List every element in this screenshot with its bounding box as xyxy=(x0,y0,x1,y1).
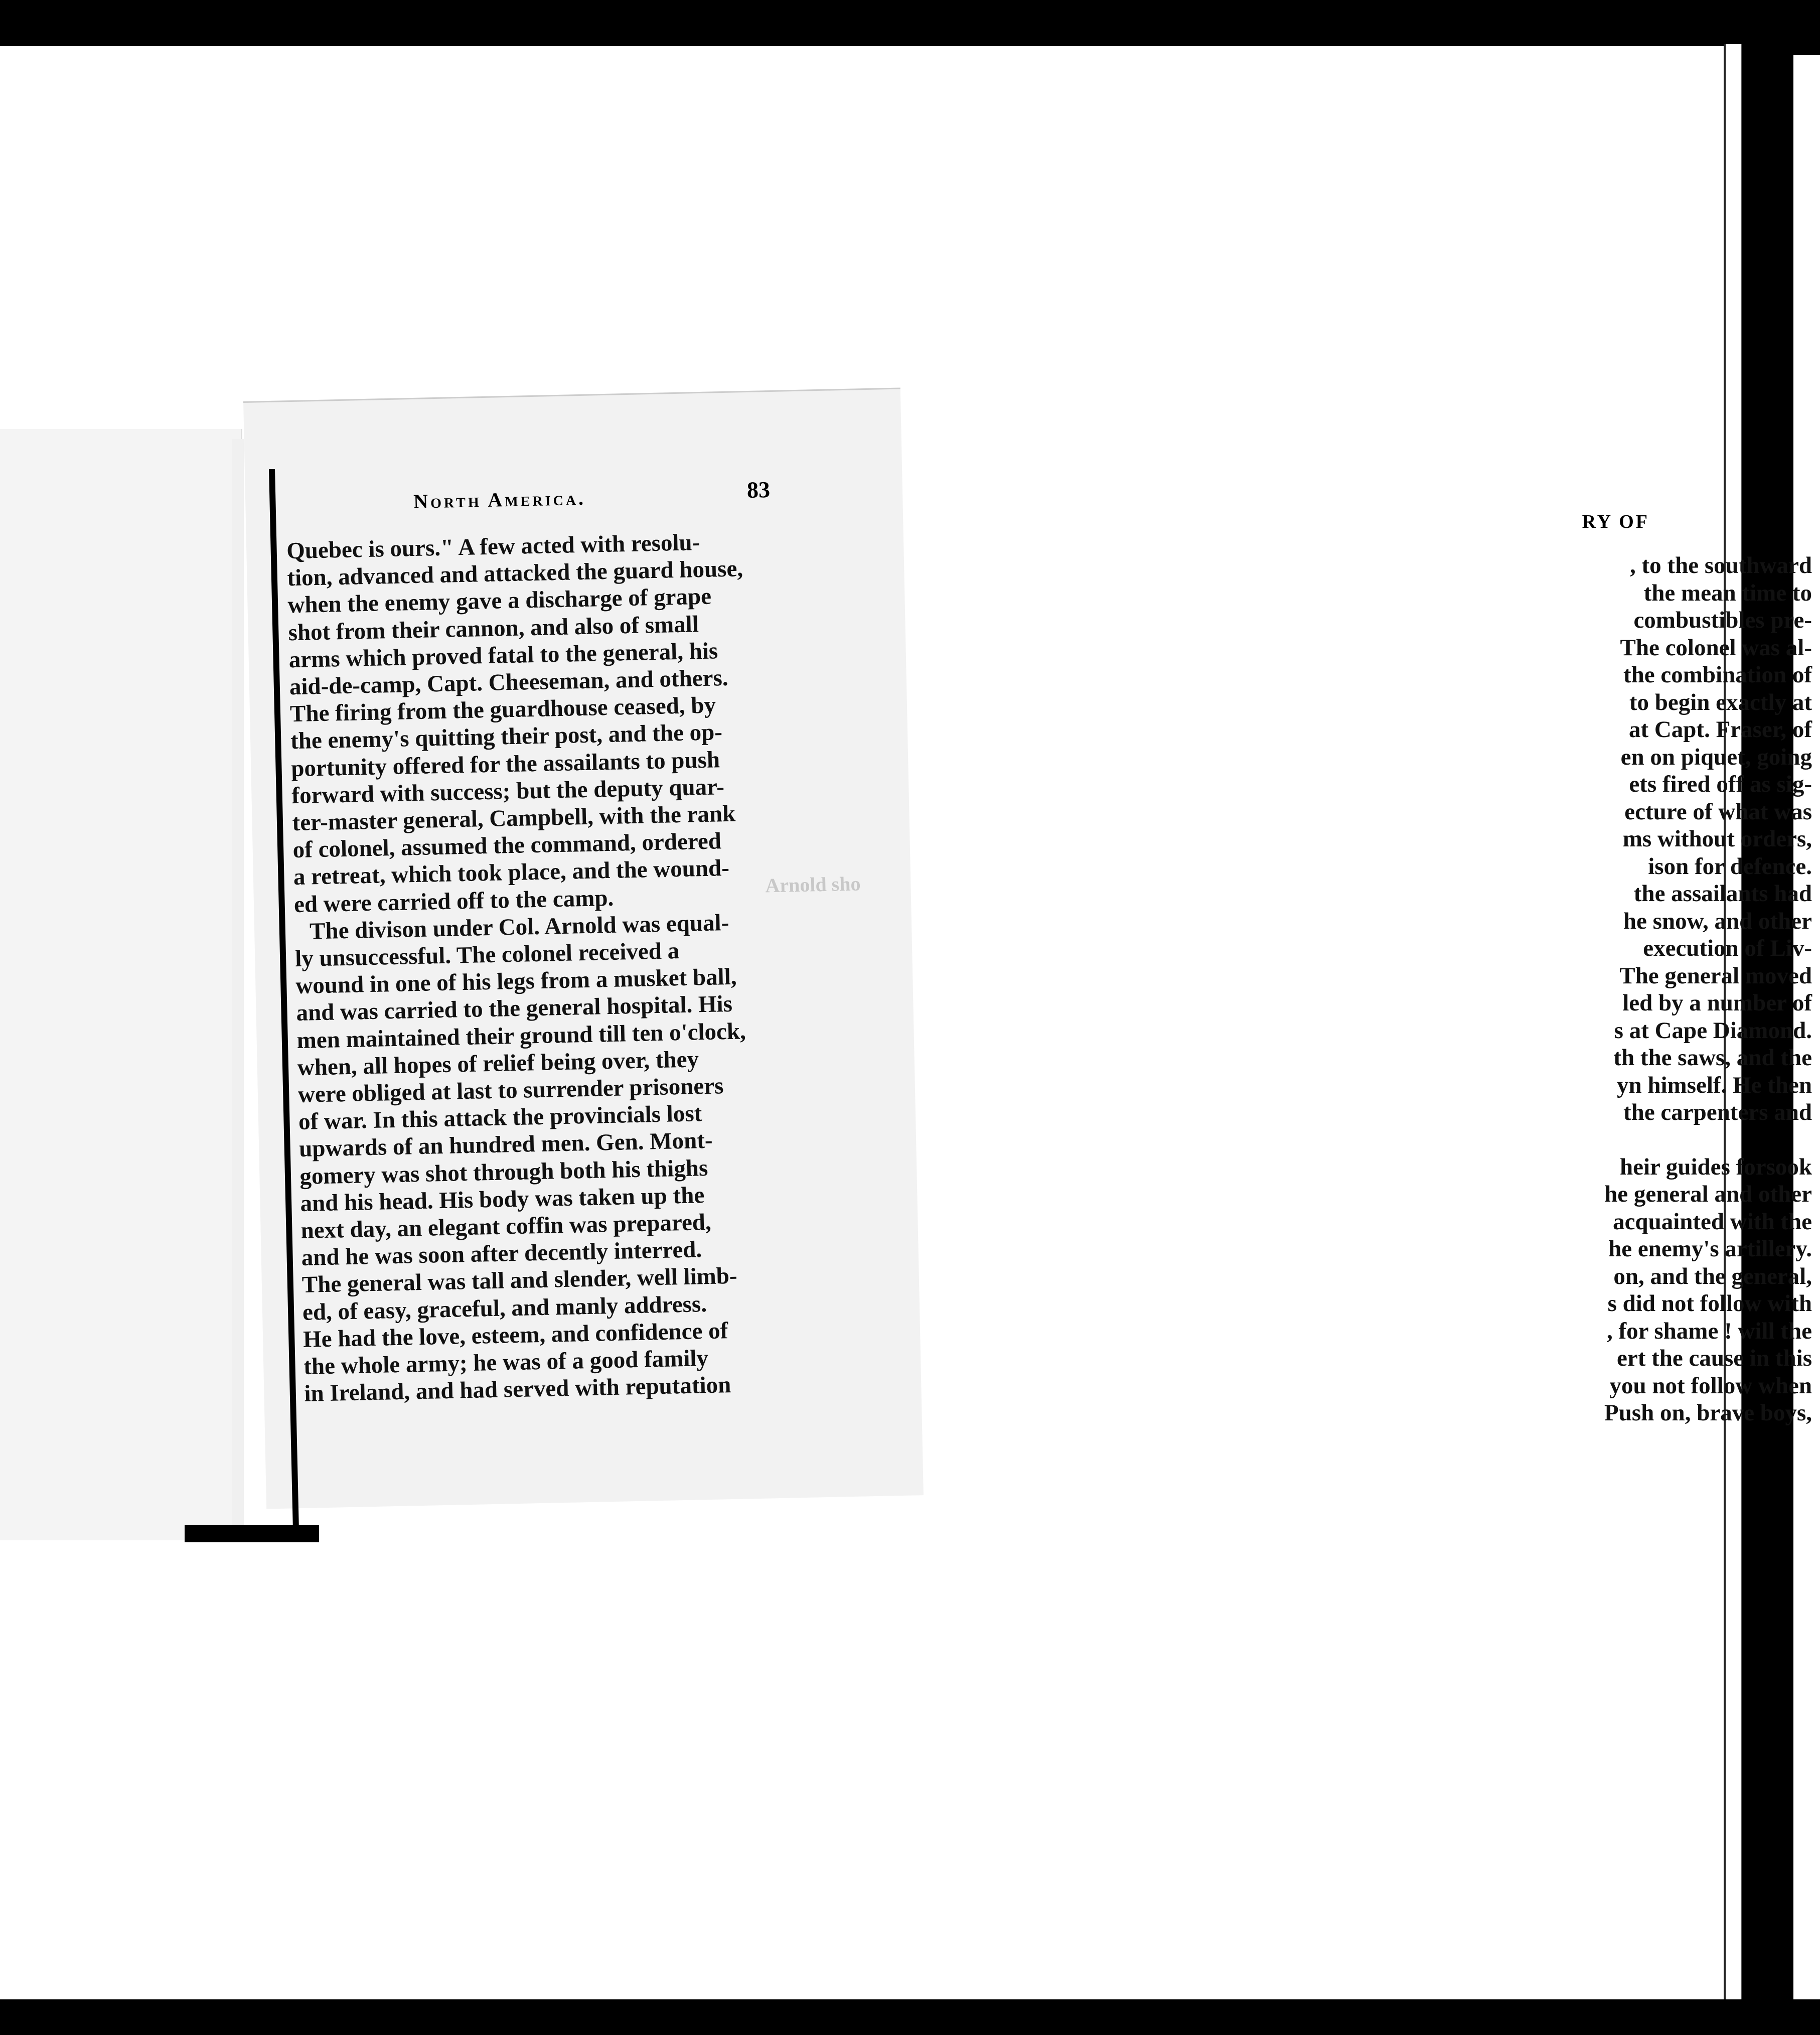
text-line: the assailants had xyxy=(1633,881,1812,907)
film-border-bottom xyxy=(0,1999,1820,2035)
spine-bar xyxy=(185,1525,319,1542)
text-line: arms which proved fatal to the general, his xyxy=(288,638,718,673)
text-line: en on piquet, going xyxy=(1620,744,1812,770)
text-line: the enemy's quitting their post, and the op- xyxy=(290,719,723,755)
text-line: led by a number of xyxy=(1622,990,1812,1016)
text-line: The firing from the guardhouse ceased, by xyxy=(289,692,716,728)
text-line: a retreat, which took place, and the wound- xyxy=(293,855,730,891)
text-line: of war. In this attack the provincials lost xyxy=(298,1100,702,1135)
show-through-text: Arnold sho xyxy=(765,872,861,897)
text-line: in Ireland, and had served with reputation xyxy=(304,1372,731,1407)
text-line: , for shame ! will the xyxy=(1606,1318,1812,1344)
text-line: the carpenters and xyxy=(1623,1099,1812,1125)
text-line: wound in one of his legs from a musket ball, xyxy=(295,963,737,999)
text-line: aid-de-camp, Capt. Cheeseman, and others. xyxy=(289,664,729,700)
text-line: heir guides forsook xyxy=(1620,1153,1812,1180)
text-line: the whole army; he was of a good family xyxy=(303,1345,709,1380)
text-line: he snow, and other xyxy=(1623,908,1812,934)
text-line: of colonel, assumed the command, ordered xyxy=(292,828,722,863)
text-line: when, all hopes of relief being over, they xyxy=(297,1046,699,1081)
text-line: ecture of what was xyxy=(1624,798,1812,825)
text-line: upwards of an hundred men. Gen. Mont- xyxy=(298,1127,713,1162)
text-line: ert the cause in this xyxy=(1616,1345,1812,1371)
text-line: forward with success; but the deputy quar- xyxy=(291,773,725,809)
gutter xyxy=(232,439,244,1530)
text-line: he enemy's artillery. xyxy=(1608,1236,1812,1262)
running-head: North America. xyxy=(413,486,586,513)
left-page-text xyxy=(1579,552,1820,1427)
text-line: the mean time to xyxy=(1643,579,1812,606)
text-line: you not follow when xyxy=(1609,1372,1812,1399)
text-line: The general moved xyxy=(1619,962,1812,989)
text-line: execution of Liv- xyxy=(1643,935,1812,961)
text-line: The divison under Col. Arnold was equal- xyxy=(309,909,729,945)
text-line: gomery was shot through both his thighs xyxy=(299,1154,708,1190)
text-line: he general and other xyxy=(1604,1181,1812,1207)
film-border-top xyxy=(0,0,1820,46)
text-line: The general was tall and slender, well limb- xyxy=(301,1263,738,1298)
text-line: to begin exactly at xyxy=(1629,689,1812,715)
text-line: Quebec is ours." A few acted with resolu- xyxy=(286,529,700,564)
text-line: , to the southward xyxy=(1630,552,1812,578)
text-line: and was carried to the general hospital. His xyxy=(296,991,733,1027)
text-line: ed were carried off to the camp. xyxy=(293,885,614,918)
text-line: s at Cape Diamond. xyxy=(1614,1017,1812,1044)
left-page xyxy=(0,429,242,1540)
text-line: yn himself. He then xyxy=(1616,1072,1812,1098)
text-line: tion, advanced and attacked the guard house, xyxy=(286,555,743,592)
text-line: combustibles pre- xyxy=(1633,607,1812,633)
text-line: shot from their cannon, and also of small xyxy=(288,611,699,646)
text-line: and his head. His body was taken up the xyxy=(299,1182,705,1217)
text-line: men maintained their ground till ten o'clock, xyxy=(296,1018,746,1054)
text-line: were obliged at last to surrender prisoners xyxy=(297,1073,724,1108)
text-line: the combination of xyxy=(1623,662,1812,688)
right-page-text xyxy=(286,526,846,1408)
text-line: ed, of easy, graceful, and manly address. xyxy=(302,1290,707,1326)
text-line: ter-master general, Campbell, with the rank xyxy=(292,800,736,836)
right-page xyxy=(243,388,924,1509)
text-line xyxy=(1579,1126,1820,1153)
text-line: on, and the general, xyxy=(1613,1263,1812,1289)
text-line: ets fired off as sig- xyxy=(1629,771,1812,797)
text-line: when the enemy gave a discharge of grape xyxy=(287,583,712,619)
page-number: 83 xyxy=(746,477,771,503)
text-line: and he was soon after decently interred. xyxy=(301,1236,702,1271)
left-running-head: RY OF xyxy=(1582,511,1649,532)
text-line: next day, an elegant coffin was prepared, xyxy=(300,1209,712,1244)
text-line: at Capt. Fraser, of xyxy=(1628,716,1812,743)
text-line: He had the love, esteem, and confidence of xyxy=(302,1318,728,1353)
text-line: ly unsuccessful. The colonel received a xyxy=(294,938,680,972)
text-line: ms without orders, xyxy=(1622,826,1812,852)
text-line: The colonel was al- xyxy=(1620,634,1812,661)
text-line: th the saws, and the xyxy=(1613,1045,1812,1071)
text-line: ison for defence. xyxy=(1648,853,1812,880)
text-line: acquainted with the xyxy=(1613,1208,1812,1235)
text-line: s did not follow with xyxy=(1607,1290,1812,1317)
text-line: portunity offered for the assailants to push xyxy=(290,746,720,782)
text-line: Push on, brave boys, xyxy=(1604,1400,1812,1426)
